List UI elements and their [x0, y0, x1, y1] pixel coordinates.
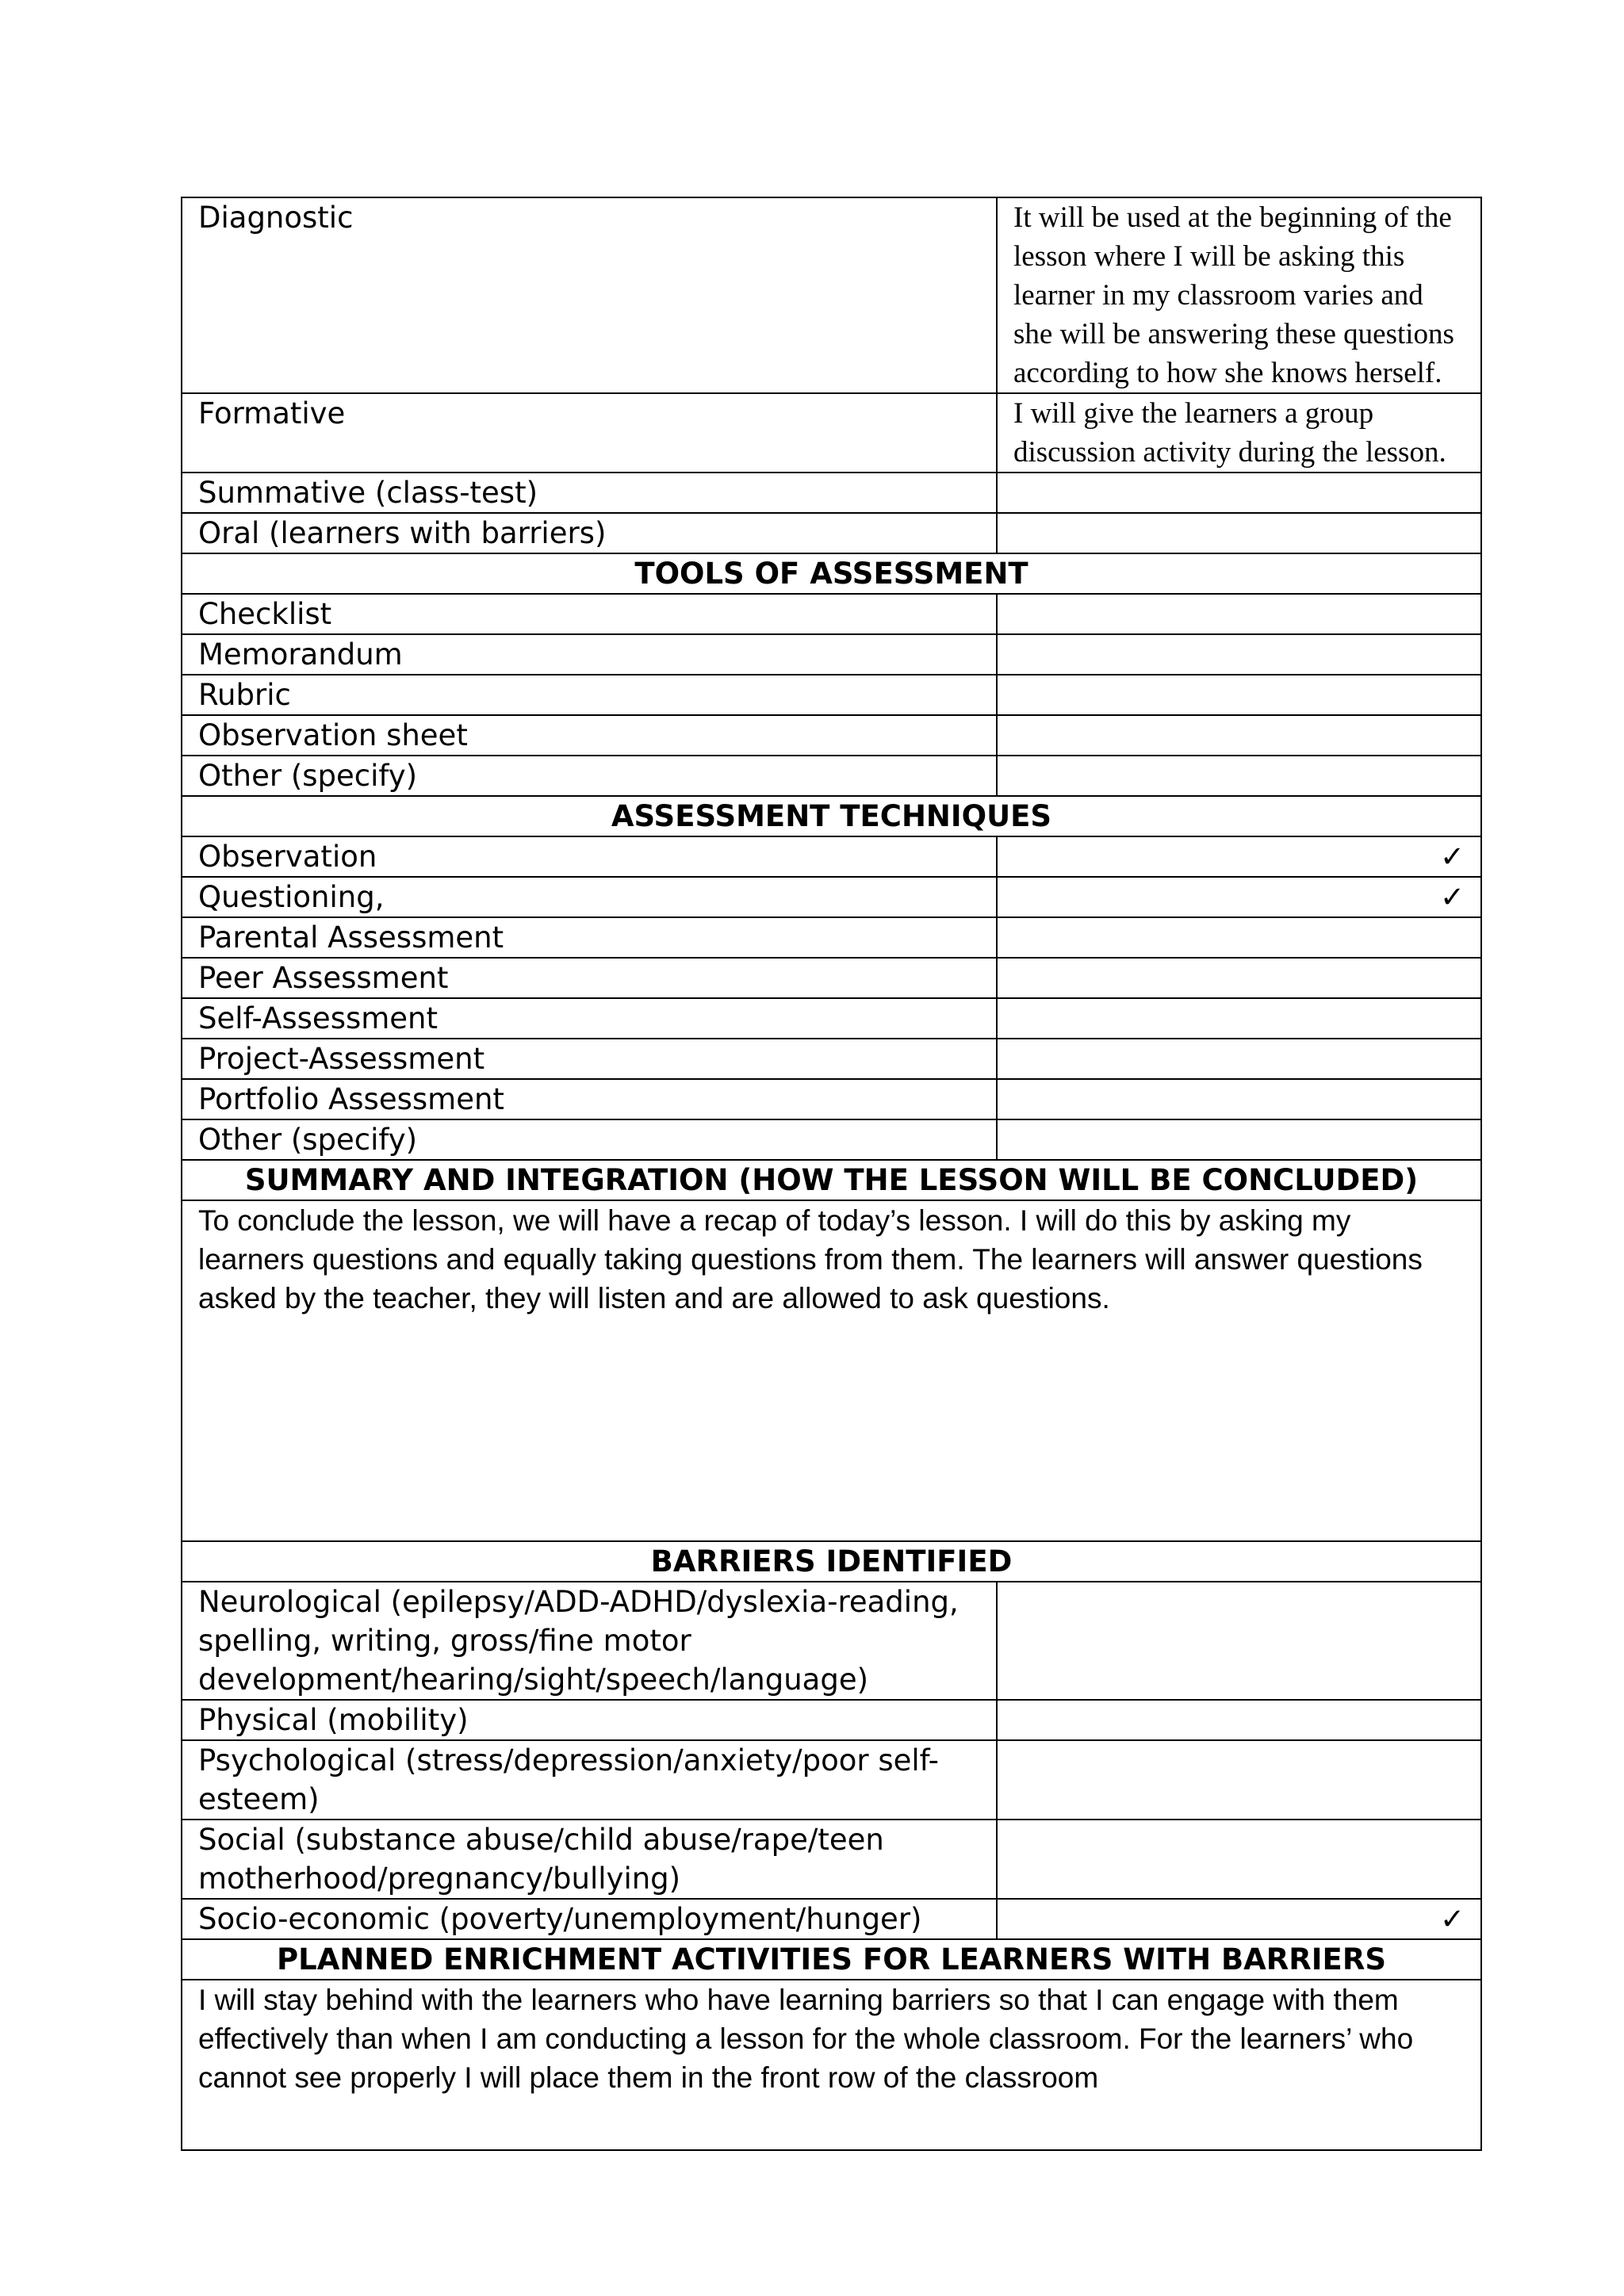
- assessment-type-label: Diagnostic: [182, 197, 997, 393]
- tick-cell: [997, 715, 1481, 756]
- checkmark-icon: ✓: [997, 836, 1481, 877]
- lesson-plan-assessment-table: [181, 197, 1482, 2151]
- tick-cell: [997, 1582, 1481, 1700]
- enrichment-heading: PLANNED ENRICHMENT ACTIVITIES FOR LEARNERS WITH BARRIERS: [182, 1939, 1481, 1980]
- barrier-row: [182, 1740, 1481, 1820]
- technique-label: Project-Assessment: [182, 1039, 997, 1079]
- barriers-heading: BARRIERS IDENTIFIED: [182, 1541, 1481, 1582]
- tool-row: [182, 675, 1481, 715]
- barrier-row: [182, 1820, 1481, 1899]
- section-heading-row: [182, 1541, 1481, 1582]
- tick-cell: [997, 917, 1481, 958]
- assessment-type-row: [182, 473, 1481, 513]
- tool-row: [182, 715, 1481, 756]
- tick-cell: [997, 675, 1481, 715]
- assessment-type-description: It will be used at the beginning of the lesson where I will be asking this learner in my classroom varies and she will be answering these questions according to how she knows herself.: [997, 197, 1481, 393]
- technique-row: [182, 877, 1481, 917]
- tool-label: Observation sheet: [182, 715, 997, 756]
- assessment-type-description: [997, 473, 1481, 513]
- technique-label: Questioning,: [182, 877, 997, 917]
- section-heading-row: [182, 553, 1481, 594]
- assessment-type-label: Formative: [182, 393, 997, 473]
- section-heading-row: [182, 1160, 1481, 1200]
- technique-row: [182, 836, 1481, 877]
- barrier-label: Psychological (stress/depression/anxiety/poor self-esteem): [182, 1740, 997, 1820]
- assessment-type-row: [182, 393, 1481, 473]
- tool-label: Checklist: [182, 594, 997, 634]
- section-heading-row: [182, 796, 1481, 836]
- tick-cell: [997, 1119, 1481, 1160]
- tick-cell: [997, 594, 1481, 634]
- assessment-type-description: I will give the learners a group discussion activity during the lesson.: [997, 393, 1481, 473]
- enrichment-text: I will stay behind with the learners who have learning barriers so that I can engage with them effectively than when I am conducting a lesson for the whole classroom. For the learners’ who cannot see properly I will place them in the front row of the classroom: [182, 1980, 1481, 2150]
- techniques-heading: ASSESSMENT TECHNIQUES: [182, 796, 1481, 836]
- assessment-type-description: [997, 513, 1481, 553]
- assessment-type-label: Oral (learners with barriers): [182, 513, 997, 553]
- assessment-type-row: [182, 513, 1481, 553]
- tool-label: Other (specify): [182, 756, 997, 796]
- barrier-label: Physical (mobility): [182, 1700, 997, 1740]
- tools-heading: TOOLS OF ASSESSMENT: [182, 553, 1481, 594]
- barrier-row: [182, 1700, 1481, 1740]
- technique-label: Other (specify): [182, 1119, 997, 1160]
- barrier-label: Neurological (epilepsy/ADD-ADHD/dyslexia-reading, spelling, writing, gross/fine motor development/hearing/sight/speech/language): [182, 1582, 997, 1700]
- tick-cell: [997, 1820, 1481, 1899]
- summary-heading: SUMMARY AND INTEGRATION (HOW THE LESSON WILL BE CONCLUDED): [182, 1160, 1481, 1200]
- barrier-row: [182, 1899, 1481, 1939]
- technique-row: [182, 1079, 1481, 1119]
- technique-row: [182, 958, 1481, 998]
- tick-cell: [997, 1740, 1481, 1820]
- barrier-row: [182, 1582, 1481, 1700]
- technique-label: Observation: [182, 836, 997, 877]
- summary-text: To conclude the lesson, we will have a recap of today’s lesson. I will do this by asking my learners questions and equally taking questions from them. The learners will answer questions asked by the teacher, they will listen and are allowed to ask questions.: [182, 1200, 1481, 1541]
- section-heading-row: [182, 1939, 1481, 1980]
- tick-cell: [997, 1079, 1481, 1119]
- technique-row: [182, 917, 1481, 958]
- technique-label: Parental Assessment: [182, 917, 997, 958]
- assessment-type-row: [182, 197, 1481, 393]
- tick-cell: [997, 958, 1481, 998]
- checkmark-icon: ✓: [997, 1899, 1481, 1939]
- barrier-label: Socio-economic (poverty/unemployment/hunger): [182, 1899, 997, 1939]
- tool-label: Memorandum: [182, 634, 997, 675]
- summary-row: [182, 1200, 1481, 1541]
- tool-row: [182, 756, 1481, 796]
- technique-row: [182, 1039, 1481, 1079]
- tick-cell: [997, 1039, 1481, 1079]
- tool-row: [182, 634, 1481, 675]
- technique-row: [182, 998, 1481, 1039]
- assessment-type-label: Summative (class-test): [182, 473, 997, 513]
- tick-cell: [997, 998, 1481, 1039]
- tool-row: [182, 594, 1481, 634]
- technique-label: Self-Assessment: [182, 998, 997, 1039]
- tick-cell: [997, 634, 1481, 675]
- technique-label: Portfolio Assessment: [182, 1079, 997, 1119]
- enrichment-row: [182, 1980, 1481, 2150]
- tool-label: Rubric: [182, 675, 997, 715]
- technique-row: [182, 1119, 1481, 1160]
- tick-cell: [997, 756, 1481, 796]
- barrier-label: Social (substance abuse/child abuse/rape/teen motherhood/pregnancy/bullying): [182, 1820, 997, 1899]
- checkmark-icon: ✓: [997, 877, 1481, 917]
- technique-label: Peer Assessment: [182, 958, 997, 998]
- tick-cell: [997, 1700, 1481, 1740]
